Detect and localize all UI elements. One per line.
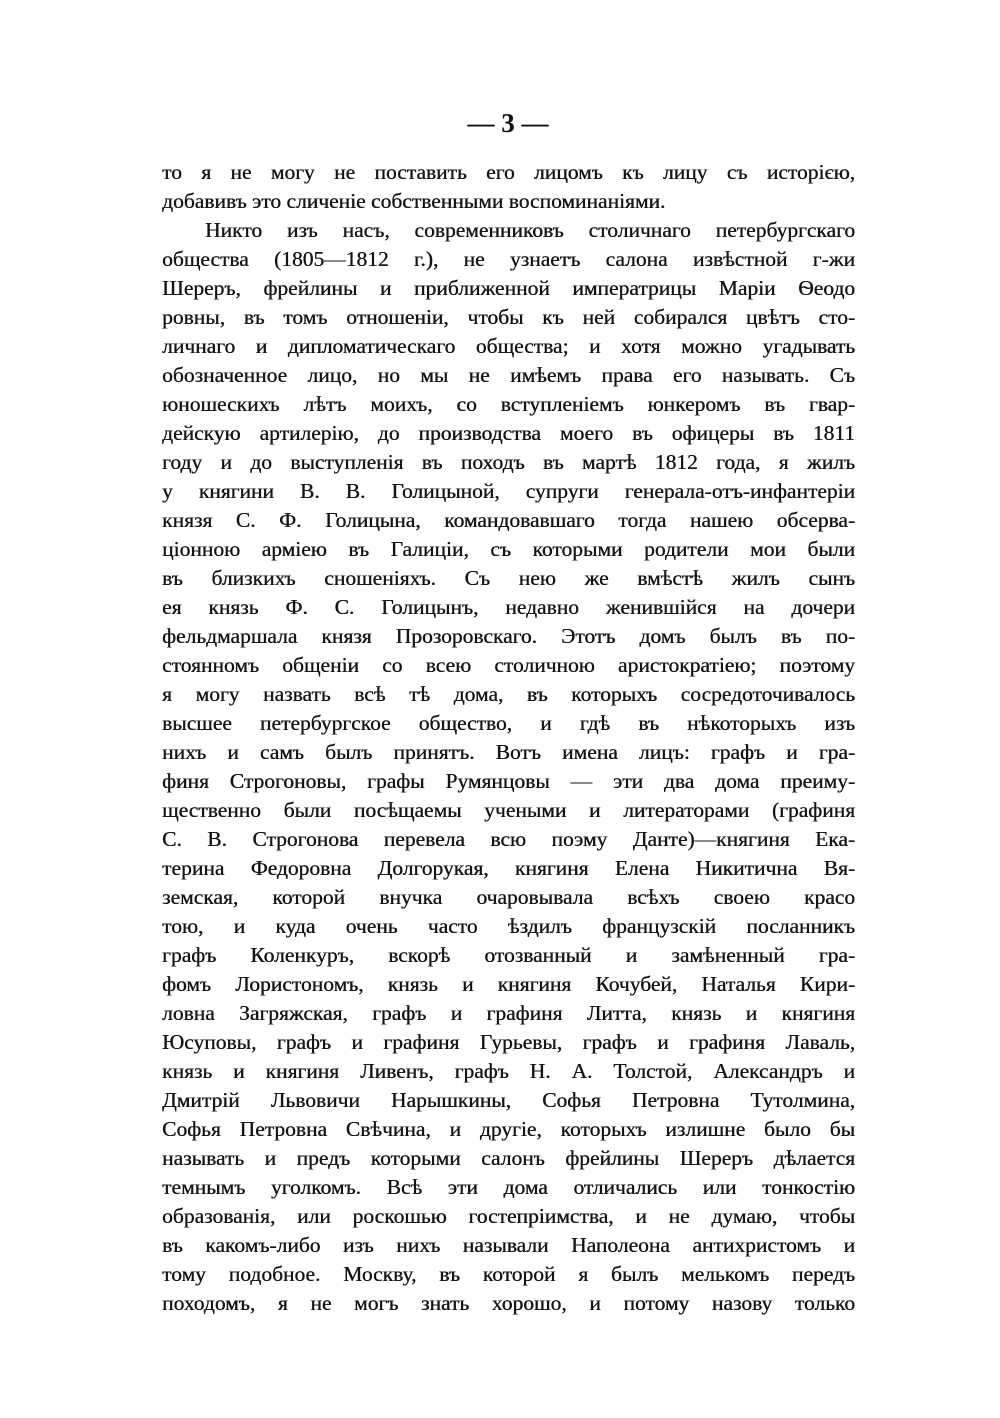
text-line: Никто изъ насъ, современниковъ столичнаго петербургскаго bbox=[205, 218, 855, 242]
text-line: ловна Загряжская, графъ и графиня Литта, князь и княгиня bbox=[162, 1001, 855, 1025]
text-line: юношескихъ лѣтъ моихъ, со вступленіемъ юнкеромъ въ гвар- bbox=[162, 392, 855, 416]
body-text bbox=[162, 158, 855, 1318]
text-line: графъ Коленкуръ, вскорѣ отозванный и замѣненный гра- bbox=[162, 943, 855, 967]
text-line: Шереръ, фрейлины и приближенной императрицы Маріи Ѳеодо bbox=[162, 276, 855, 300]
text-line: князя С. Ф. Голицына, командовавшаго тогда нашею обсерва- bbox=[162, 508, 855, 532]
text-line: терина Федоровна Долгорукая, княгиня Елена Никитична Вя- bbox=[162, 856, 855, 880]
text-line: фомъ Лористономъ, князь и княгиня Кочубей, Наталья Кири- bbox=[162, 972, 855, 996]
text-line: въ близкихъ сношеніяхъ. Съ нею же вмѣстѣ жилъ сынъ bbox=[162, 566, 855, 590]
text-line: ціонною арміею въ Галиціи, съ которыми родители мои были bbox=[162, 537, 855, 561]
text-line: нихъ и самъ былъ принятъ. Вотъ имена лицъ: графъ и гра- bbox=[162, 740, 855, 764]
text-line: ровны, въ томъ отношеніи, чтобы къ ней собирался цвѣтъ сто- bbox=[162, 305, 855, 329]
text-line: году и до выступленія въ походъ въ мартѣ 1812 года, я жилъ bbox=[162, 450, 855, 474]
text-line: я могу назвать всѣ тѣ дома, въ которыхъ сосредоточивалось bbox=[162, 682, 855, 706]
text-line: личнаго и дипломатическаго общества; и хотя можно угадывать bbox=[162, 334, 855, 358]
text-line: темнымъ уголкомъ. Всѣ эти дома отличались или тонкостію bbox=[162, 1175, 855, 1199]
text-line: тою, и куда очень часто ѣздилъ французскій посланникъ bbox=[162, 914, 855, 938]
text-line: земская, которой внучка очаровывала всѣхъ своею красо bbox=[162, 885, 855, 909]
text-line: обозначенное лицо, но мы не имѣемъ права его называть. Съ bbox=[162, 363, 855, 387]
text-line: ея князь Ф. С. Голицынъ, недавно женившійся на дочери bbox=[162, 595, 855, 619]
text-line: финя Строгоновы, графы Румянцовы — эти два дома преиму- bbox=[162, 769, 855, 793]
text-line: С. В. Строгонова перевела всю поэму Данте)—княгиня Ека- bbox=[162, 827, 855, 851]
text-line: тому подобное. Москву, въ которой я былъ мелькомъ передъ bbox=[162, 1262, 855, 1286]
text-line: Юсуповы, графъ и графиня Гурьевы, графъ и графиня Лаваль, bbox=[162, 1030, 855, 1054]
text-line: дейскую артилерію, до производства моего въ офицеры въ 1811 bbox=[162, 421, 855, 445]
text-line: общества (1805—1812 г.), не узнаетъ салона извѣстной г-жи bbox=[162, 247, 855, 271]
text-line: то я не могу не поставить его лицомъ къ лицу съ исторією, bbox=[162, 160, 855, 184]
text-line: Софья Петровна Свѣчина, и другіе, которыхъ излишне было бы bbox=[162, 1117, 855, 1141]
text-line: называть и предъ которыми салонъ фрейлины Шереръ дѣлается bbox=[162, 1146, 855, 1170]
text-line: у княгини В. В. Голицыной, супруги генерала-отъ-инфантеріи bbox=[162, 479, 855, 503]
text-line: походомъ, я не могъ знать хорошо, и потому назову только bbox=[162, 1291, 855, 1315]
text-line: Дмитрій Львовичи Нарышкины, Софья Петровна Тутолмина, bbox=[162, 1088, 855, 1112]
text-line: фельдмаршала князя Прозоровскаго. Этотъ домъ былъ въ по- bbox=[162, 624, 855, 648]
text-line: образованія, или роскошью гостепріимства, и не думаю, чтобы bbox=[162, 1204, 855, 1228]
text-line: въ какомъ-либо изъ нихъ называли Наполеона антихристомъ и bbox=[162, 1233, 855, 1257]
text-line: стоянномъ общеніи со всею столичною аристократіею; поэтому bbox=[162, 653, 855, 677]
text-line: добавивъ это сличеніе собственными воспоминаніями. bbox=[162, 189, 666, 213]
text-line: щественно были посѣщаемы учеными и литераторами (графиня bbox=[162, 798, 855, 822]
text-line: высшее петербургское общество, и гдѣ въ нѣкоторыхъ изъ bbox=[162, 711, 855, 735]
page-number: — 3 — bbox=[467, 108, 549, 138]
text-line: князь и княгиня Ливенъ, графъ Н. А. Толстой, Александръ и bbox=[162, 1059, 855, 1083]
